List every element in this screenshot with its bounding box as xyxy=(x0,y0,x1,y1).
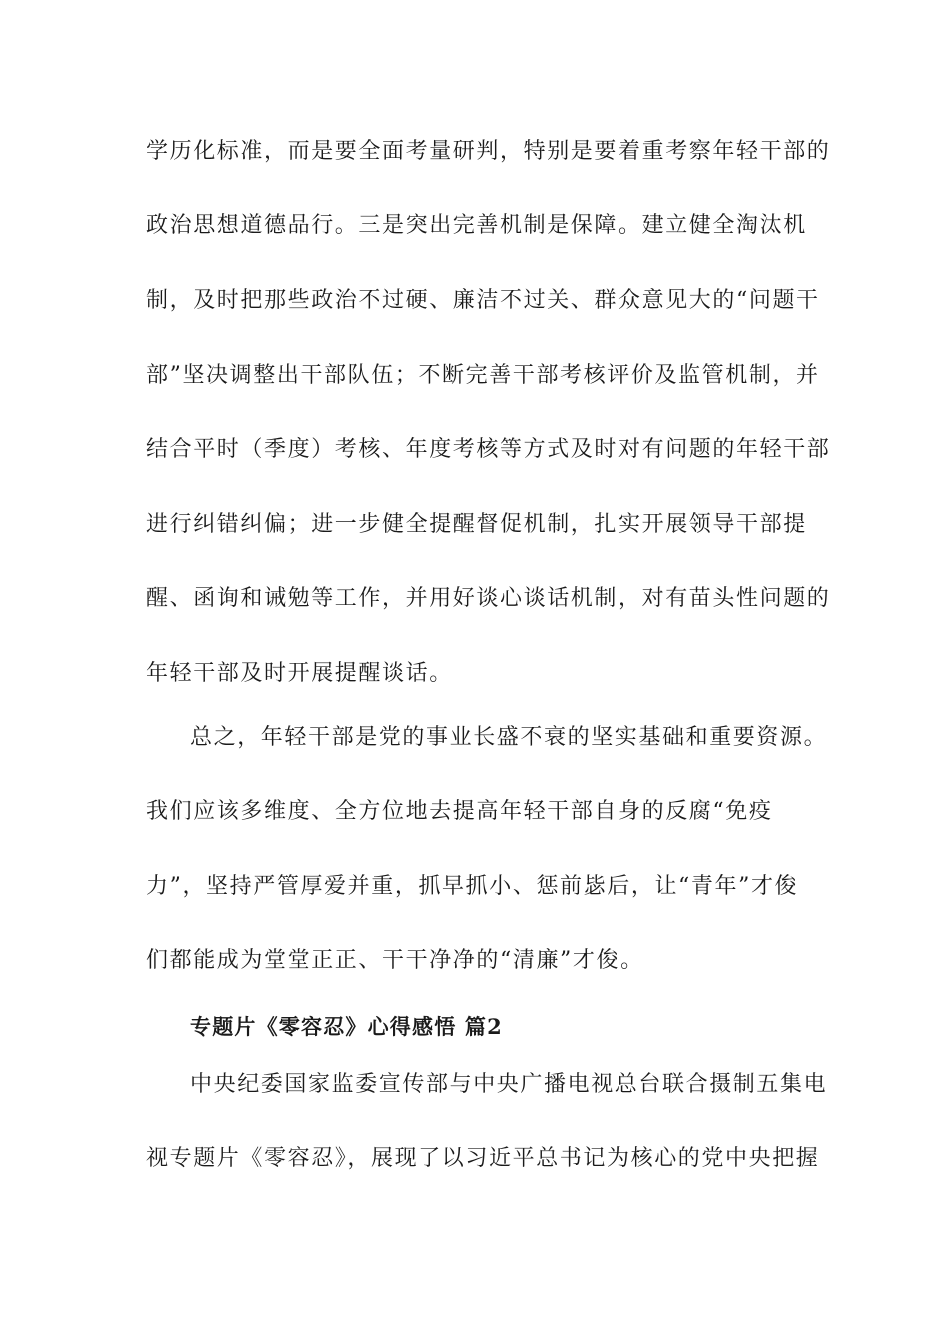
paragraph-3-line-1: 中央纪委国家监委宣传部与中央广播电视总台联合摄制五集电 xyxy=(190,1072,828,1097)
paragraph-1-line-6: 进行纠错纠偏；进一步健全提醒督促机制，扎实开展领导干部提 xyxy=(146,512,807,537)
paragraph-1-line-1: 学历化标准，而是要全面考量研判，特别是要着重考察年轻干部的 xyxy=(146,139,831,164)
paragraph-2-line-1: 总之，年轻干部是党的事业长盛不衰的坚实基础和重要资源。 xyxy=(190,725,828,750)
paragraph-2-line-4: 们都能成为堂堂正正、干干净净的“清廉”才俊。 xyxy=(146,948,644,973)
paragraph-1-line-8: 年轻干部及时开展提醒谈话。 xyxy=(146,661,453,686)
paragraph-1-line-5: 结合平时（季度）考核、年度考核等方式及时对有问题的年轻干部 xyxy=(146,437,831,462)
paragraph-1-line-3: 制，及时把那些政治不过硬、廉洁不过关、群众意见大的“问题干 xyxy=(146,288,820,313)
paragraph-1-line-7: 醒、函询和诫勉等工作，并用好谈心谈话机制，对有苗头性问题的 xyxy=(146,586,831,611)
paragraph-2-line-3: 力”，坚持严管厚爱并重，抓早抓小、惩前毖后，让“青年”才俊 xyxy=(146,874,799,899)
paragraph-2-line-2: 我们应该多维度、全方位地去提高年轻干部自身的反腐“免疫 xyxy=(146,799,773,824)
section-heading: 专题片《零容忍》心得感悟 篇2 xyxy=(190,1014,503,1039)
paragraph-1-line-4: 部”坚决调整出干部队伍；不断完善干部考核评价及监管机制，并 xyxy=(146,363,820,388)
paragraph-1-line-2: 政治思想道德品行。三是突出完善机制是保障。建立健全淘汰机 xyxy=(146,213,807,238)
paragraph-3-line-2: 视专题片《零容忍》，展现了以习近平总书记为核心的党中央把握 xyxy=(146,1146,820,1171)
